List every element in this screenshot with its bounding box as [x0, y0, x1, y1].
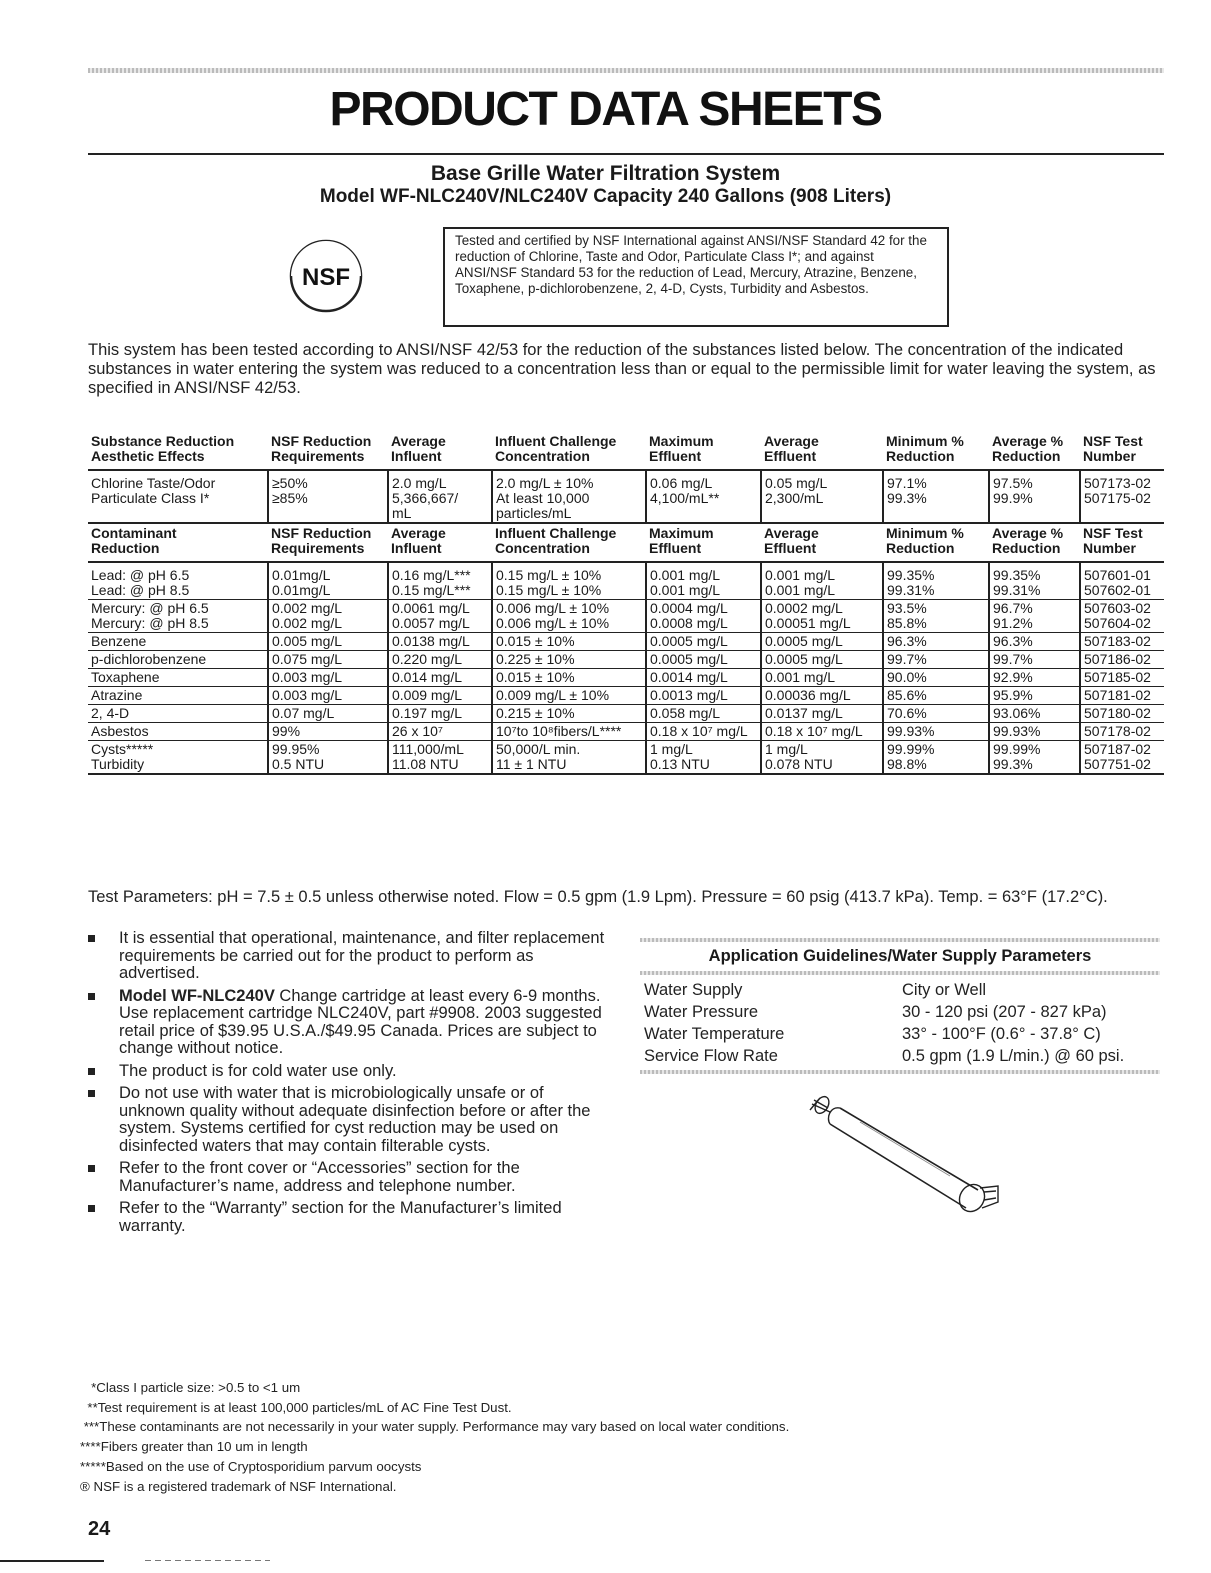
table-header-row-cell: Average Effluent: [761, 523, 883, 562]
table-row-cell: 99.93%: [883, 723, 989, 741]
table-row-cell: 0.009 mg/L: [388, 687, 492, 705]
table-header-row-cell: Maximum Effluent: [649, 433, 714, 464]
table-header-row-cell: Maximum Effluent: [646, 523, 761, 562]
table-row-cell: Mercury: @ pH 6.5 Mercury: @ pH 8.5: [88, 600, 268, 633]
table-row-cell: 507603-02 507604-02: [1080, 600, 1164, 633]
list-item: [88, 1160, 608, 1195]
table-row-cell: 0.006 mg/L ± 10% 0.006 mg/L ± 10%: [492, 600, 646, 633]
table-row-cell: 99.99% 99.3%: [989, 741, 1080, 775]
table-row-cell: p-dichlorobenzene: [88, 651, 268, 669]
filter-cartridge-icon: [800, 1090, 1010, 1220]
title-rule: [88, 153, 1164, 155]
table-row-cell: 93.5% 85.8%: [883, 600, 989, 633]
bullet-square-icon: [88, 1205, 95, 1212]
table-row-cell: 507185-02: [1080, 669, 1164, 687]
table-row-cell: 0.0138 mg/L: [388, 633, 492, 651]
table-row-cell: 99%: [268, 723, 388, 741]
table-row-cell: 0.0005 mg/L: [646, 633, 761, 651]
bullet-text: Refer to the front cover or “Accessories” section for the Manufacturer’s name, address and telephone number.: [119, 1159, 520, 1195]
list-item: [88, 930, 608, 983]
application-label: Water Supply: [644, 981, 743, 999]
bullet-text: Refer to the “Warranty” section for the Manufacturer’s limited warranty.: [119, 1199, 562, 1235]
table-row-cell: 0.197 mg/L: [388, 705, 492, 723]
intro-paragraph: This system has been tested according to ANSI/NSF 42/53 for the reduction of the substances listed below. The concentration of the indicated substances in water entering the system was reduced to a concentration less than or equal to the permissible limit for water leaving the system, as specified in ANSI/NSF 42/53.: [88, 341, 1156, 397]
footnote: ® NSF is a registered trademark of NSF International.: [80, 1478, 397, 1494]
table-row-cell: 70.6%: [883, 705, 989, 723]
table-row-cell: Lead: @ pH 6.5 Lead: @ pH 8.5: [88, 562, 268, 600]
list-item: [88, 1200, 608, 1235]
application-label: Water Temperature: [644, 1025, 785, 1043]
page-number: 24: [88, 1518, 111, 1540]
bullet-square-icon: [88, 1090, 95, 1097]
table-row-cell: 1 mg/L 0.13 NTU: [646, 741, 761, 775]
table-row-cell: 0.0137 mg/L: [761, 705, 883, 723]
application-row: [644, 1001, 1164, 1023]
table-row-cell: 0.07 mg/L: [268, 705, 388, 723]
footnote: *Class I particle size: >0.5 to <1 um: [80, 1380, 301, 1395]
table-row-cell: 0.0013 mg/L: [646, 687, 761, 705]
footnotes: [80, 1378, 1080, 1496]
table-row-cell: 99.99% 98.8%: [883, 741, 989, 775]
bottom-rule: [0, 1560, 104, 1562]
table-row-cell: 0.001 mg/L: [761, 669, 883, 687]
application-title-rule: [640, 971, 1160, 975]
table-row-cell: Cysts***** Turbidity: [88, 741, 268, 775]
list-item: [88, 1063, 608, 1081]
nsf-seal-icon: [288, 238, 364, 314]
table-row-cell: 50,000/L min. 11 ± 1 NTU: [492, 741, 646, 775]
table-row-cell: 0.0005 mg/L: [646, 651, 761, 669]
table-row-cell: 0.005 mg/L: [268, 633, 388, 651]
table-row-cell: 97.1% 99.3%: [883, 470, 989, 523]
table-row: [88, 470, 1164, 523]
table-row-cell: 2.0 mg/L ± 10% At least 10,000 particles/mL: [492, 470, 646, 523]
list-item: [88, 988, 608, 1058]
table-row-cell: 2, 4-D: [88, 705, 268, 723]
table-header-row-cell: Average % Reduction: [989, 523, 1080, 562]
table-row-cell: 0.009 mg/L ± 10%: [492, 687, 646, 705]
table-row-cell: 507181-02: [1080, 687, 1164, 705]
table-header-row: [88, 523, 1164, 562]
table-row-cell: 0.075 mg/L: [268, 651, 388, 669]
reduction-data-table: [88, 432, 1164, 775]
application-table: [644, 979, 1164, 1067]
table-row-cell: 0.0002 mg/L 0.00051 mg/L: [761, 600, 883, 633]
table-row-cell: 0.001 mg/L 0.001 mg/L: [761, 562, 883, 600]
table-row-cell: Chlorine Taste/Odor Particulate Class I*: [88, 470, 268, 523]
table-row-cell: 0.0005 mg/L: [761, 651, 883, 669]
table-row-cell: 0.215 ± 10%: [492, 705, 646, 723]
table-row-cell: 2.0 mg/L 5,366,667/ mL: [388, 470, 492, 523]
table-header-row-cell: Contaminant Reduction: [88, 523, 268, 562]
product-subtitle: Base Grille Water Filtration System: [430, 162, 781, 185]
table-row-cell: 0.225 ± 10%: [492, 651, 646, 669]
table-row-cell: 0.001 mg/L 0.001 mg/L: [646, 562, 761, 600]
application-row: [644, 1023, 1164, 1045]
table-row-cell: 85.6%: [883, 687, 989, 705]
application-row: [644, 1045, 1164, 1067]
application-value: City or Well: [902, 981, 987, 999]
table-row-cell: 96.3%: [883, 633, 989, 651]
table-row-cell: 111,000/mL 11.08 NTU: [388, 741, 492, 775]
table-row-cell: 97.5% 99.9%: [989, 470, 1080, 523]
table-row-cell: 0.003 mg/L: [268, 669, 388, 687]
list-item: [88, 1085, 608, 1155]
table-row-cell: 507183-02: [1080, 633, 1164, 651]
bullet-text: Do not use with water that is microbiologically unsafe or of unknown quality without adequate disinfection before or after the system. Systems certified for cyst reduction may be used on disinfected waters that may contain filterable cysts.: [119, 1084, 591, 1155]
table-header-row-cell: Average % Reduction: [992, 433, 1064, 464]
table-row-cell: 95.9%: [989, 687, 1080, 705]
table-row-cell: 0.01mg/L 0.01mg/L: [268, 562, 388, 600]
bottom-dashed-rule: [145, 1560, 270, 1561]
table-row-cell: 507187-02 507751-02: [1080, 741, 1164, 775]
table-row-cell: 0.015 ± 10%: [492, 669, 646, 687]
application-label: Water Pressure: [644, 1003, 759, 1021]
table-row-cell: Benzene: [88, 633, 268, 651]
table-row-cell: 0.058 mg/L: [646, 705, 761, 723]
footnote: **Test requirement is at least 100,000 particles/mL of AC Fine Test Dust.: [80, 1399, 512, 1415]
table-row-cell: 0.002 mg/L 0.002 mg/L: [268, 600, 388, 633]
table-row-cell: 99.93%: [989, 723, 1080, 741]
application-title: Application Guidelines/Water Supply Parameters: [708, 947, 1092, 965]
test-parameters: Test Parameters: pH = 7.5 ± 0.5 unless otherwise noted. Flow = 0.5 gpm (1.9 Lpm). Pressure = 60 psig (413.7 kPa). Temp. = 63°F (17.2°C).: [88, 888, 1108, 906]
table-row-cell: 10⁷to 10⁸fibers/L****: [492, 723, 646, 741]
footnote: ***These contaminants are not necessarily in your water supply. Performance may vary based on local water conditions.: [80, 1419, 790, 1435]
table-row-cell: 0.0061 mg/L 0.0057 mg/L: [388, 600, 492, 633]
table-row-cell: 96.7% 91.2%: [989, 600, 1080, 633]
bullet-text: Change cartridge at least every 6-9 months. Use replacement cartridge NLC240V, part #9908. 2003 suggested retail price of $39.95 U.S.A./$49.95 Canada. Prices are subject to change without notice.: [119, 986, 602, 1057]
table-row: [88, 633, 1164, 651]
table-header-row-cell: Average Influent: [391, 433, 446, 464]
table-row-cell: 99.35% 99.31%: [989, 562, 1080, 600]
table-row-cell: 0.0004 mg/L 0.0008 mg/L: [646, 600, 761, 633]
table-header-row-cell: Influent Challenge Concentration: [492, 523, 646, 562]
table-row-cell: 1 mg/L 0.078 NTU: [761, 741, 883, 775]
table-row-cell: 0.0014 mg/L: [646, 669, 761, 687]
table-row-cell: 507178-02: [1080, 723, 1164, 741]
table-row-cell: 507180-02: [1080, 705, 1164, 723]
bullet-text: The product is for cold water use only.: [119, 1061, 397, 1080]
table-row: [88, 687, 1164, 705]
table-row-cell: 93.06%: [989, 705, 1080, 723]
table-row-cell: 99.95% 0.5 NTU: [268, 741, 388, 775]
table-row: [88, 723, 1164, 741]
table-row-cell: 0.16 mg/L*** 0.15 mg/L***: [388, 562, 492, 600]
table-row-cell: 507173-02 507175-02: [1080, 470, 1164, 523]
table-header-row-cell: Minimum % Reduction: [883, 523, 989, 562]
table-row-cell: 92.9%: [989, 669, 1080, 687]
table-row-cell: 0.00036 mg/L: [761, 687, 883, 705]
application-label: Service Flow Rate: [644, 1047, 778, 1065]
table-row: [88, 600, 1164, 633]
application-value: 30 - 120 psi (207 - 827 kPa): [902, 1003, 1107, 1021]
application-bottom-rule: [640, 1070, 1160, 1074]
table-row: [88, 741, 1164, 775]
table-row-cell: 0.0005 mg/L: [761, 633, 883, 651]
table-row-cell: 0.05 mg/L 2,300/mL: [761, 470, 883, 523]
bullet-square-icon: [88, 935, 95, 942]
nsf-logo-text: NSF: [302, 264, 350, 291]
application-value: 33° - 100°F (0.6° - 37.8° C): [902, 1025, 1101, 1043]
top-dotted-rule: [88, 68, 1164, 73]
table-row-cell: 26 x 10⁷: [388, 723, 492, 741]
table-row-cell: 90.0%: [883, 669, 989, 687]
bullet-square-icon: [88, 1068, 95, 1075]
model-capacity-line: Model WF-NLC240V/NLC240V Capacity 240 Gallons (908 Liters): [319, 186, 892, 207]
table-row-cell: 507601-01 507602-01: [1080, 562, 1164, 600]
table-row-cell: 0.014 mg/L: [388, 669, 492, 687]
notes-list: [88, 930, 608, 1240]
table-row-cell: 0.15 mg/L ± 10% 0.15 mg/L ± 10%: [492, 562, 646, 600]
table-row-cell: 0.18 x 10⁷ mg/L: [761, 723, 883, 741]
table-row: [88, 651, 1164, 669]
table-row: [88, 705, 1164, 723]
bullet-square-icon: [88, 993, 95, 1000]
table-row-cell: Toxaphene: [88, 669, 268, 687]
table-row-cell: 99.7%: [883, 651, 989, 669]
table-row-cell: Asbestos: [88, 723, 268, 741]
table-header-row-cell: Influent Challenge Concentration: [495, 433, 617, 464]
application-top-rule: [640, 938, 1160, 942]
table-header-row-cell: Average Effluent: [764, 433, 819, 464]
table-row-cell: ≥50% ≥85%: [268, 470, 388, 523]
table-header-row-cell: NSF Reduction Requirements: [268, 523, 388, 562]
table-row-cell: 0.003 mg/L: [268, 687, 388, 705]
table-row-cell: 0.015 ± 10%: [492, 633, 646, 651]
footnote: ****Fibers greater than 10 um in length: [80, 1439, 308, 1455]
table-row: [88, 562, 1164, 600]
certification-box: Tested and certified by NSF International against ANSI/NSF Standard 42 for the reduction of Chlorine, Taste and Odor, Particulate Class I*; and against ANSI/NSF Standard 53 for the reduction of Lead, Mercury, Atrazine, Benzene, Toxaphene, p-dichlorobenzene, 2, 4-D, Cysts, Turbidity and Asbestos.: [443, 227, 949, 327]
table-header-row-cell: NSF Test Number: [1083, 433, 1143, 464]
table-header-row: [88, 432, 1164, 470]
footnote: *****Based on the use of Cryptosporidium parvum oocysts: [80, 1458, 422, 1474]
table-header-row-cell: Substance Reduction Aesthetic Effects: [91, 433, 235, 464]
table-row-cell: 0.06 mg/L 4,100/mL**: [646, 470, 761, 523]
table-header-row-cell: Average Influent: [388, 523, 492, 562]
table-row-cell: 99.35% 99.31%: [883, 562, 989, 600]
application-value: 0.5 gpm (1.9 L/min.) @ 60 psi.: [902, 1047, 1125, 1065]
page-title: PRODUCT DATA SHEETS: [329, 83, 882, 136]
bullet-text: It is essential that operational, maintenance, and filter replacement requirements be carried out for the product to perform as advertised.: [119, 929, 605, 982]
table-row-cell: 507186-02: [1080, 651, 1164, 669]
application-row: [644, 979, 1164, 1001]
table-row-cell: 99.7%: [989, 651, 1080, 669]
table-row-cell: 0.18 x 10⁷ mg/L: [646, 723, 761, 741]
table-row-cell: Atrazine: [88, 687, 268, 705]
table-row: [88, 669, 1164, 687]
bullet-bold-text: Model WF-NLC240V: [119, 986, 275, 1005]
table-header-row-cell: Minimum % Reduction: [886, 433, 964, 464]
table-row-cell: 0.220 mg/L: [388, 651, 492, 669]
table-header-row-cell: NSF Test Number: [1080, 523, 1164, 562]
table-row-cell: 96.3%: [989, 633, 1080, 651]
table-header-row-cell: NSF Reduction Requirements: [271, 433, 372, 464]
bullet-square-icon: [88, 1165, 95, 1172]
